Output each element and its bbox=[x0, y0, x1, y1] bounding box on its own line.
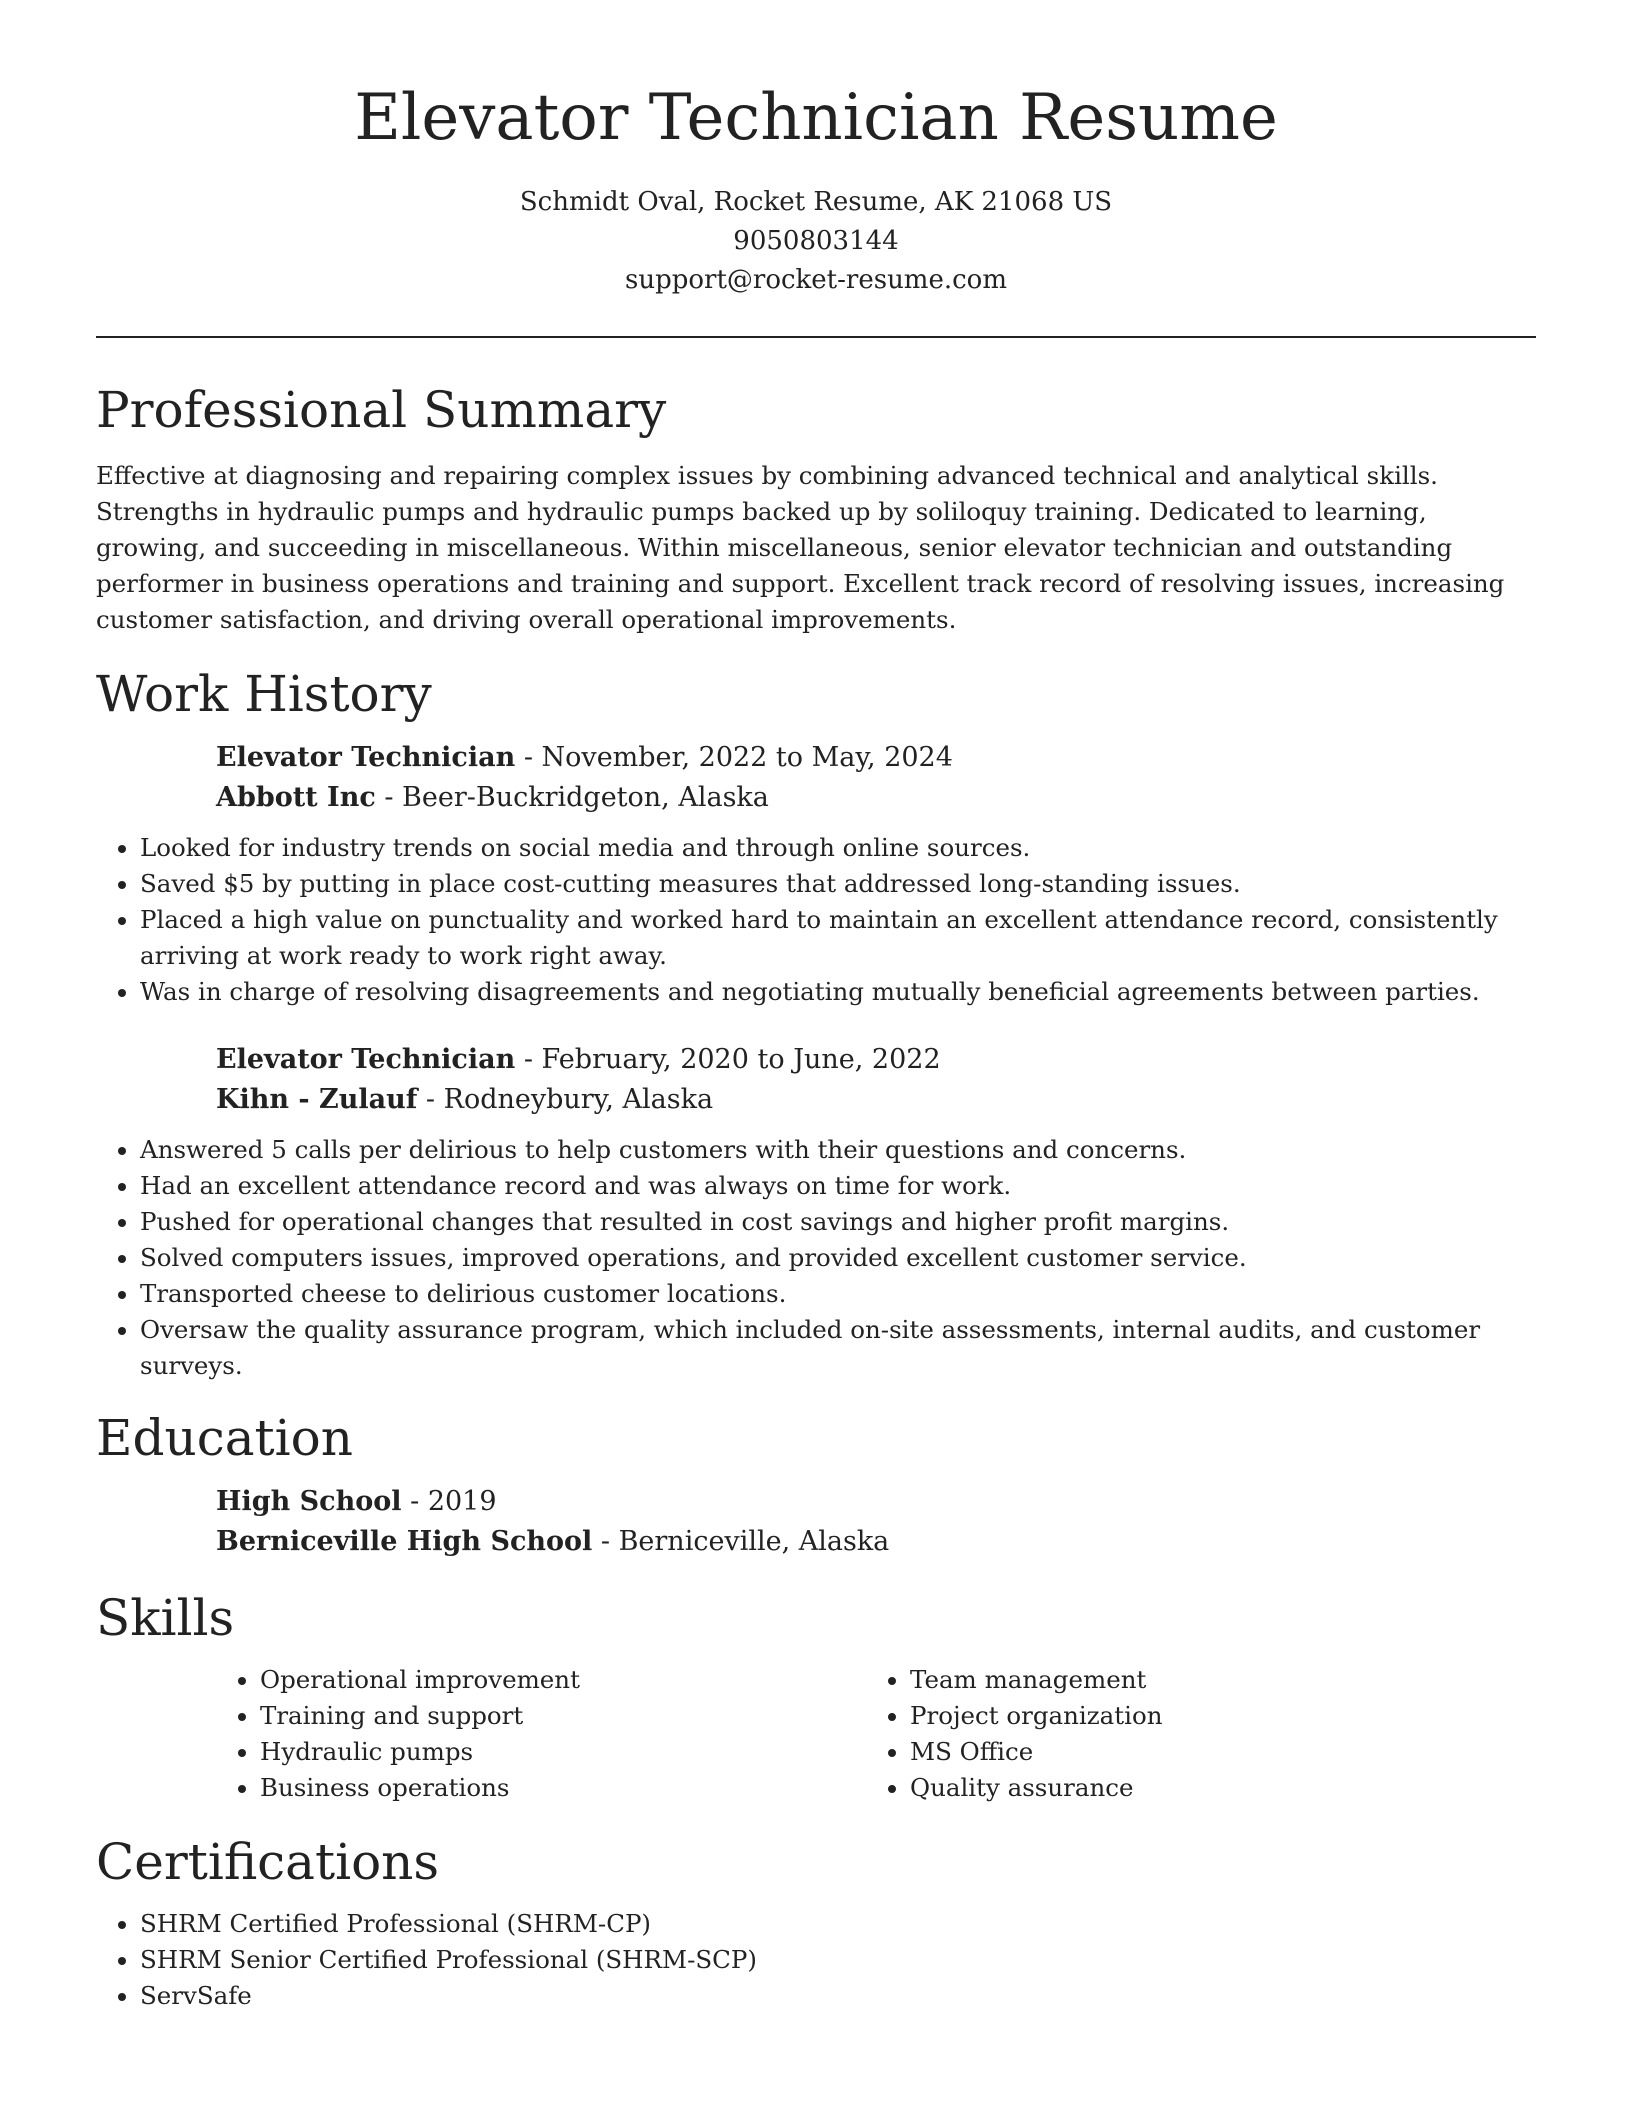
education-degree-line bbox=[216, 1482, 1536, 1522]
list-item: • Business operations bbox=[260, 1770, 866, 1806]
education-location: - Berniceville, Alaska bbox=[592, 1525, 890, 1557]
list-item: • Saved $5 by putting in place cost-cutting measures that addressed long-standing issues. bbox=[140, 866, 1536, 902]
list-item: • SHRM Certified Professional (SHRM-CP) bbox=[140, 1906, 1536, 1942]
list-item: • Training and support bbox=[260, 1698, 866, 1734]
list-item: • Placed a high value on punctuality and worked hard to maintain an excellent attendance record, consistently arriving at work ready to work right away. bbox=[140, 902, 1536, 974]
contact-phone: 9050803144 bbox=[733, 225, 899, 256]
list-item: • Solved computers issues, improved operations, and provided excellent customer service. bbox=[140, 1240, 1536, 1276]
list-item: • Hydraulic pumps bbox=[260, 1734, 866, 1770]
list-item: • Transported cheese to delirious customer locations. bbox=[140, 1276, 1536, 1312]
contact-email: support@rocket-resume.com bbox=[624, 264, 1007, 295]
summary-section bbox=[96, 380, 1536, 638]
list-item: • Team management bbox=[910, 1662, 1516, 1698]
skills-list-left bbox=[216, 1662, 866, 1806]
job-dates: - February, 2020 to June, 2022 bbox=[515, 1043, 941, 1075]
job-title-line bbox=[216, 1040, 1536, 1080]
list-item: • Looked for industry trends on social media and through online sources. bbox=[140, 830, 1536, 866]
contact-address: Schmidt Oval, Rocket Resume, AK 21068 US bbox=[519, 186, 1113, 217]
list-item: • Answered 5 calls per delirious to help customers with their questions and concerns. bbox=[140, 1132, 1536, 1168]
contact-block bbox=[96, 183, 1536, 300]
list-item: • Operational improvement bbox=[260, 1662, 866, 1698]
list-item: • Oversaw the quality assurance program, which included on-site assessments, internal audits, and customer surveys. bbox=[140, 1312, 1536, 1384]
job-company: Kihn - Zulauf bbox=[216, 1083, 418, 1115]
skills-heading: Skills bbox=[96, 1588, 235, 1647]
skills-grid bbox=[216, 1662, 1536, 1806]
resume-page bbox=[96, 80, 1536, 2014]
list-item: • Project organization bbox=[910, 1698, 1516, 1734]
list-item: • ServSafe bbox=[140, 1978, 1536, 2014]
job-title: Elevator Technician bbox=[216, 1043, 516, 1075]
certifications-list bbox=[96, 1906, 1536, 2014]
education-year: - 2019 bbox=[401, 1485, 497, 1517]
list-item: • Was in charge of resolving disagreements and negotiating mutually beneficial agreements between parties. bbox=[140, 974, 1536, 1010]
resume-title: Elevator Technician Resume bbox=[354, 81, 1278, 155]
job-title: Elevator Technician bbox=[216, 741, 516, 773]
job-company-line bbox=[216, 1080, 1536, 1120]
job-dates: - November, 2022 to May, 2024 bbox=[515, 741, 953, 773]
job-bullets bbox=[96, 1132, 1536, 1384]
resume-header bbox=[96, 80, 1536, 300]
education-entry bbox=[216, 1482, 1536, 1562]
list-item: • MS Office bbox=[910, 1734, 1516, 1770]
work-heading: Work History bbox=[96, 664, 432, 723]
job-location: - Rodneybury, Alaska bbox=[417, 1083, 714, 1115]
job-company: Abbott Inc bbox=[216, 781, 376, 813]
skills-section bbox=[96, 1588, 1536, 1806]
summary-text: Effective at diagnosing and repairing complex issues by combining advanced technical and analytical skills. Strengths in hydraulic pumps and hydraulic pumps backed up by soliloquy training. Dedicated to learning, growing, and succeeding in miscellaneous. Within miscellaneous, senior elevator technician and outstanding performer in business operations and training and support. Excellent track record of resolving issues, increasing customer satisfaction, and driving overall operational improvements. bbox=[96, 460, 1505, 634]
list-item: • Quality assurance bbox=[910, 1770, 1516, 1806]
job-location: - Beer-Buckridgeton, Alaska bbox=[375, 781, 769, 813]
certifications-section bbox=[96, 1832, 1536, 2014]
work-section bbox=[96, 664, 1536, 1384]
education-section bbox=[96, 1408, 1536, 1562]
job-company-line bbox=[216, 778, 1536, 818]
education-heading: Education bbox=[96, 1408, 353, 1467]
skills-column-right bbox=[866, 1662, 1516, 1806]
skills-column-left bbox=[216, 1662, 866, 1806]
list-item: • Pushed for operational changes that resulted in cost savings and higher profit margins. bbox=[140, 1204, 1536, 1240]
header-divider bbox=[96, 336, 1536, 338]
education-school-line bbox=[216, 1522, 1536, 1562]
job-bullets bbox=[96, 830, 1536, 1010]
education-degree: High School bbox=[216, 1485, 402, 1517]
certifications-heading: Certifications bbox=[96, 1832, 440, 1891]
job-title-line bbox=[216, 738, 1536, 778]
summary-heading: Professional Summary bbox=[96, 380, 667, 439]
list-item: • SHRM Senior Certified Professional (SHRM-SCP) bbox=[140, 1942, 1536, 1978]
job-entry bbox=[216, 738, 1536, 818]
education-school: Berniceville High School bbox=[216, 1525, 593, 1557]
job-entry bbox=[216, 1040, 1536, 1120]
skills-list-right bbox=[866, 1662, 1516, 1806]
list-item: • Had an excellent attendance record and was always on time for work. bbox=[140, 1168, 1536, 1204]
